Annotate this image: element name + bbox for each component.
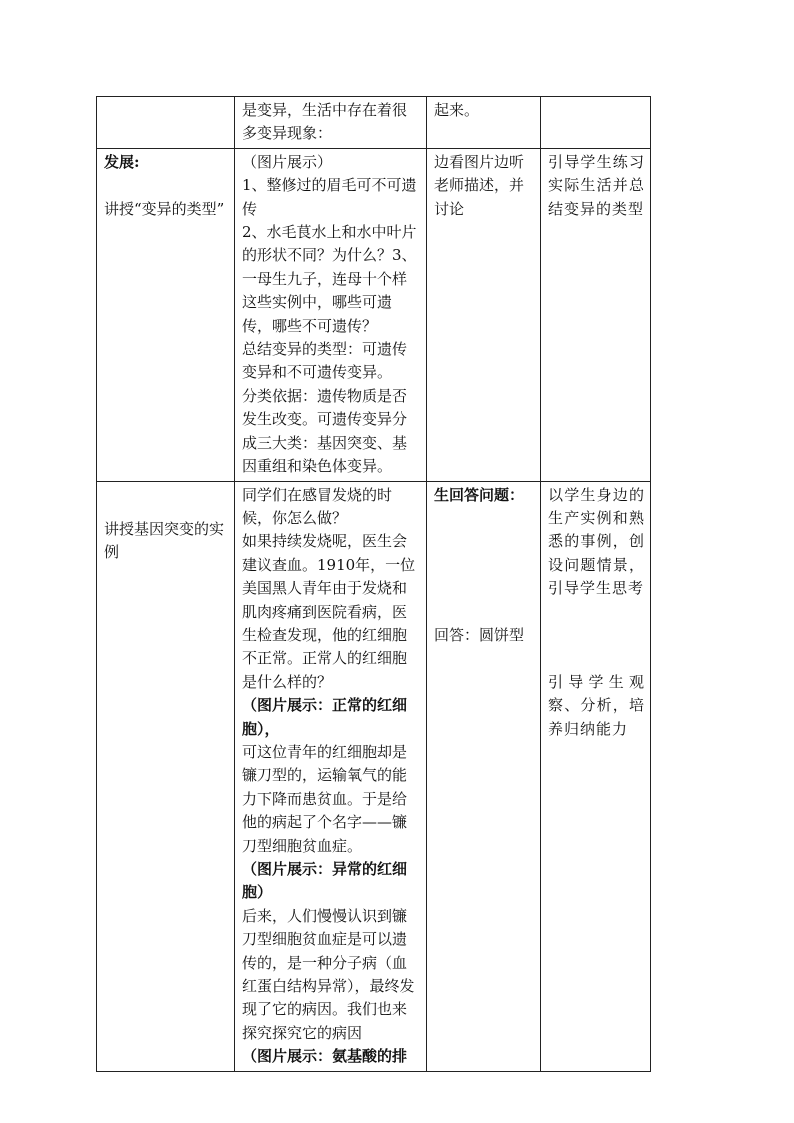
table-row <box>97 97 651 149</box>
stage-title: 发展: <box>104 152 140 171</box>
stage-cell <box>97 481 235 1071</box>
stage-cell <box>97 97 235 149</box>
cell-text: 起来。 <box>434 101 480 119</box>
cell-text: 边看图片边听老师描述，并讨论 <box>434 152 525 218</box>
teacher-activity-cell <box>235 481 427 1071</box>
cell-text: 是变异，生活中存在着很多变异现象： <box>242 101 408 143</box>
cell-text: （图片展示：氨基酸的排 <box>242 1047 408 1066</box>
cell-text: 生回答问题： <box>434 485 525 504</box>
lesson-plan-table <box>96 96 651 1072</box>
teacher-activity-cell <box>235 148 427 481</box>
cell-text: 这些实例中，哪些可遗传，哪些不可遗传？ <box>242 293 393 335</box>
student-activity-cell <box>427 481 541 1071</box>
cell-text: 同学们在感冒发烧的时候，你怎么做？ <box>242 485 393 527</box>
cell-text: 1、整修过的眉毛可不可遗传 <box>242 176 417 218</box>
cell-text: 以学生身边的生产实例和熟悉的事例，创设问题情景，引导学生思考 <box>548 485 645 598</box>
student-activity-cell <box>427 148 541 481</box>
table-row <box>97 481 651 1071</box>
cell-text: （图片展示） <box>242 152 333 171</box>
cell-text: 2、水毛茛水上和水中叶片的形状不同？为什么？3、一母生九子，连母十个样 <box>242 223 417 288</box>
cell-text: 总结变异的类型：可遗传变异和不可遗传变异。 <box>242 340 408 382</box>
design-intent-cell <box>541 148 651 481</box>
student-activity-cell <box>427 97 541 149</box>
cell-text: （图片展示：正常的红细胞）， <box>242 696 408 738</box>
cell-text: 如果持续发烧呢，医生会建议查血。1910年，一位美国黑人青年由于发烧和肌肉疼痛到医院看病，医生检查发现，他的红细胞不正常。正常人的红细胞是什么样的？ <box>242 532 416 691</box>
design-intent-cell <box>541 97 651 149</box>
cell-text: （图片展示：异常的红细胞） <box>242 860 408 902</box>
cell-text: 后来，人们慢慢认识到镰刀型细胞贫血症是可以遗传的，是一种分子病（血红蛋白结构异常），最终发现了它的病因。我们也来探究探究它的病因 <box>242 906 415 1042</box>
cell-text: 回答：圆饼型 <box>434 625 525 644</box>
cell-text: 引导学生练习实际生活并总结变异的类型 <box>548 152 645 218</box>
teacher-activity-cell <box>235 97 427 149</box>
design-intent-cell <box>541 481 651 1071</box>
cell-text: 分类依据：遗传物质是否发生改变。可遗传变异分成三大类：基因突变、基因重组和染色体变异。 <box>242 386 408 476</box>
cell-text: 可这位青年的红细胞却是镰刀型的，运输氧气的能力下降而患贫血。于是给他的病起了个名字——镰刀型细胞贫血症。 <box>242 742 408 855</box>
stage-text: 讲授“变异的类型” <box>104 199 225 218</box>
cell-text: 引导学生观察、分析，培养归纳能力 <box>548 672 645 738</box>
table-row <box>97 148 651 481</box>
stage-cell <box>97 148 235 481</box>
stage-text: 讲授基因突变的实例 <box>104 519 225 561</box>
